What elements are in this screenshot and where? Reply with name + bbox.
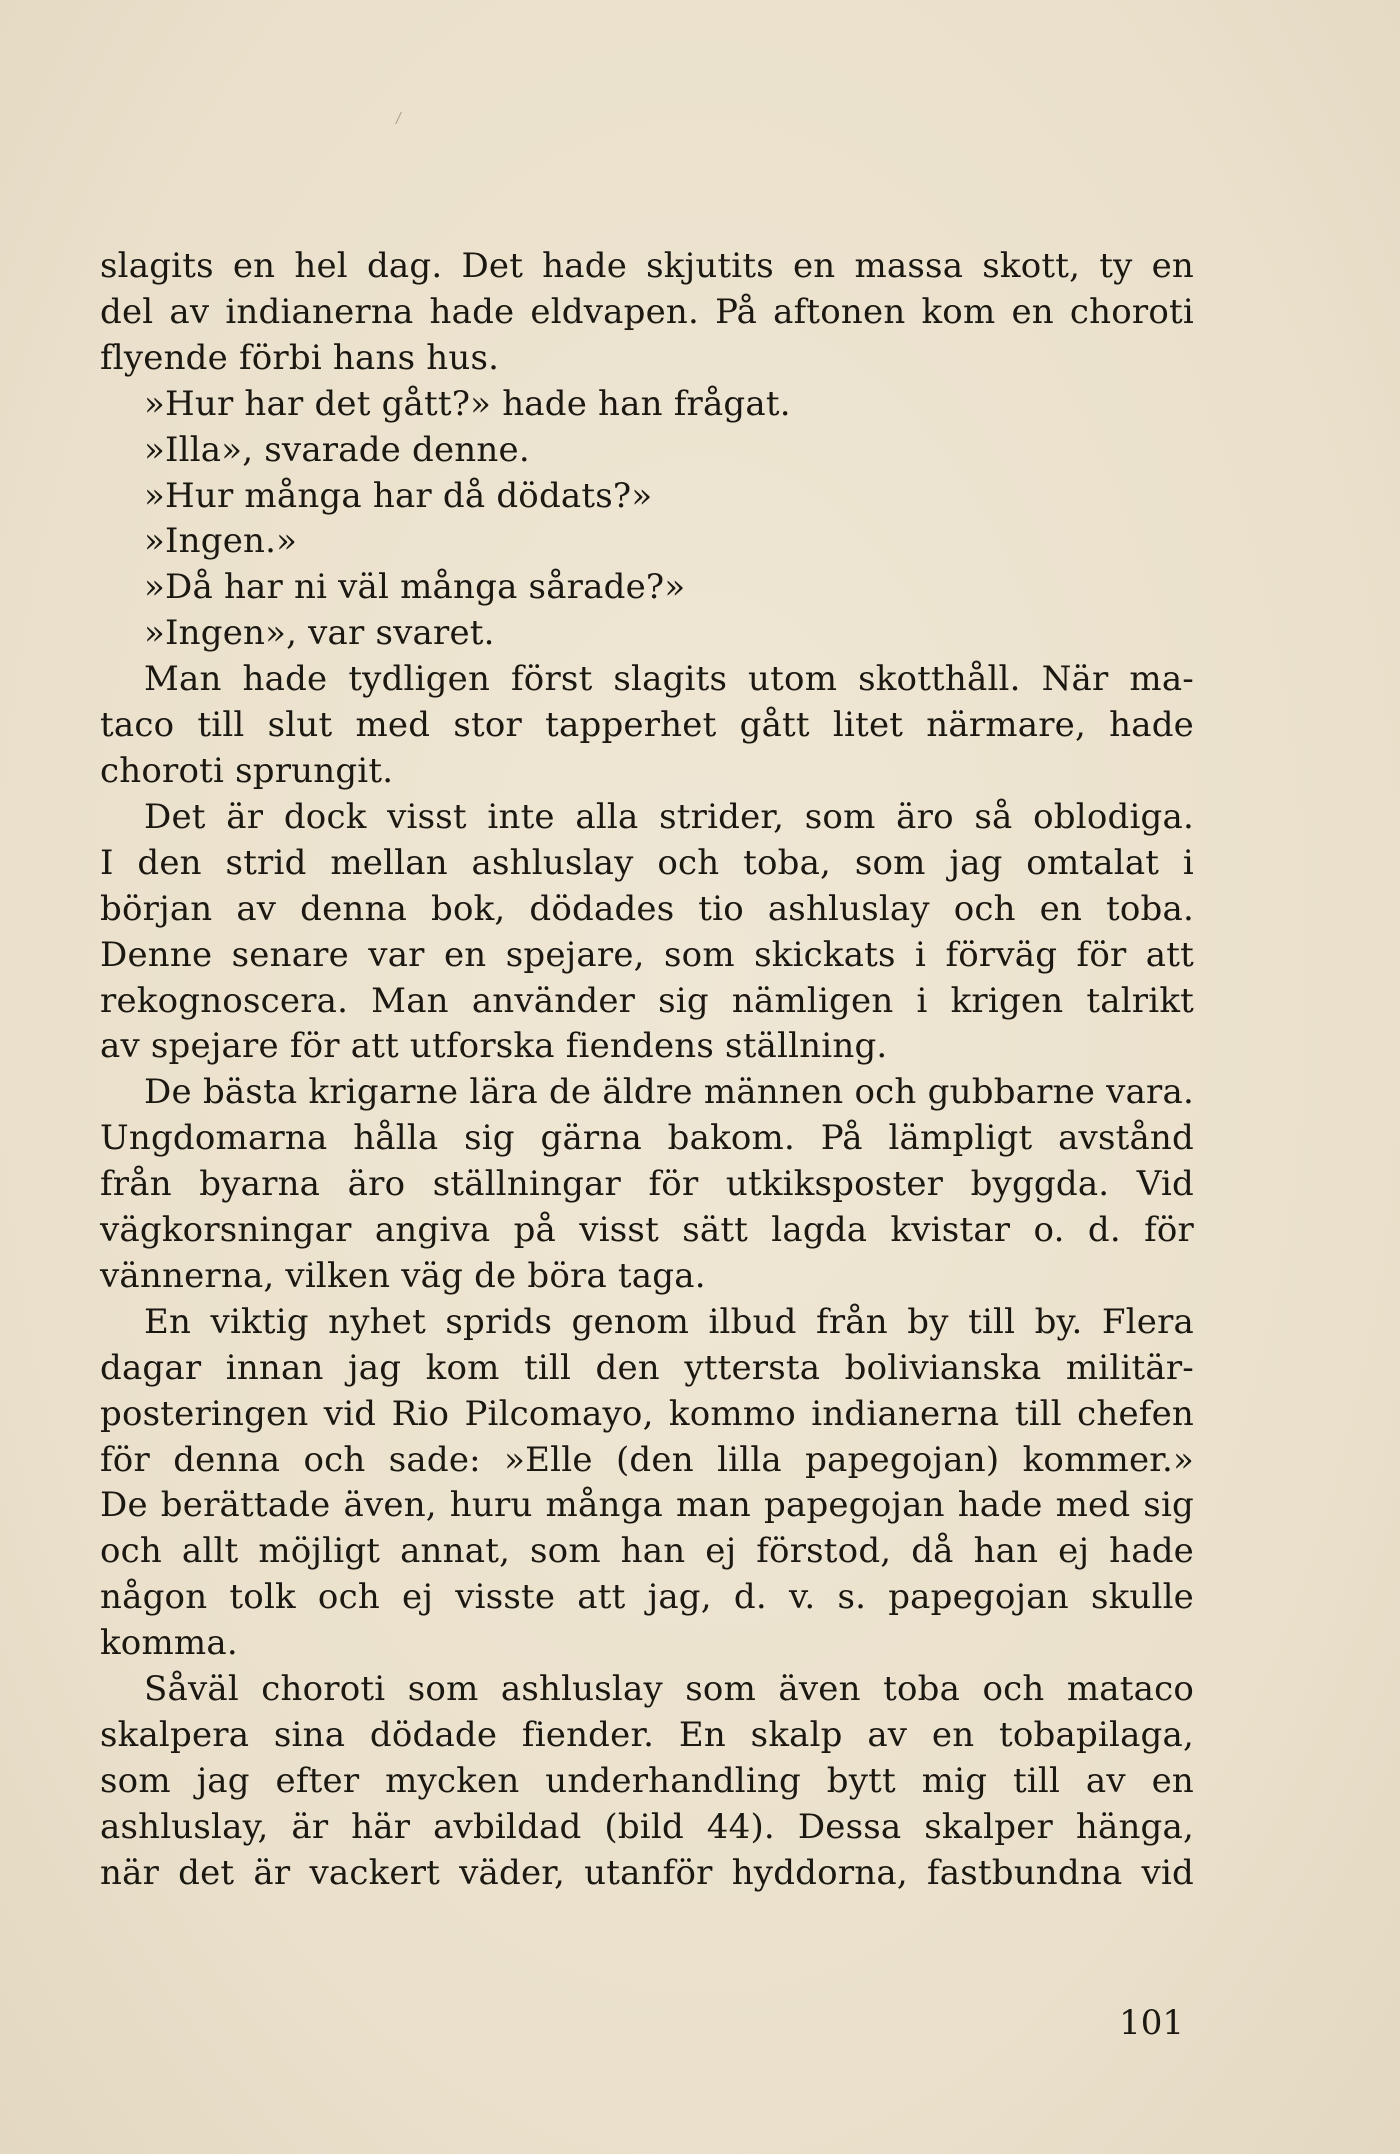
text-line: för denna och sade: »Elle (den lilla papegojan) kommer.» bbox=[100, 1439, 1194, 1480]
text-line: slagits en hel dag. Det hade skjutits en massa skott, ty en bbox=[100, 246, 1194, 286]
page-number: 101 bbox=[1119, 2003, 1184, 2043]
text-line: De bästa krigarne lära de äldre männen och gubbarne vara. bbox=[144, 1072, 1194, 1113]
text-line: Det är dock visst inte alla strider, som äro så oblodiga. bbox=[144, 796, 1194, 837]
text-line: »Då har ni väl många sårade?» bbox=[144, 567, 686, 608]
text-line: choroti sprungit. bbox=[100, 750, 394, 791]
text-line: början av denna bok, dödades tio ashluslay och en toba. bbox=[100, 888, 1194, 929]
text-line: De berättade även, huru många man papegojan hade med sig bbox=[100, 1485, 1194, 1526]
text-line: »Hur många har då dödats?» bbox=[144, 475, 653, 516]
text-line: ashluslay, är här avbildad (bild 44). Dessa skalper hänga, bbox=[100, 1806, 1194, 1847]
text-line: och allt möjligt annat, som han ej förstod, då han ej hade bbox=[100, 1531, 1194, 1572]
text-line: »Hur har det gått?» hade han frågat. bbox=[144, 383, 791, 424]
text-line: »Ingen», var svaret. bbox=[144, 613, 495, 654]
text-line: posteringen vid Rio Pilcomayo, kommo indianerna till chefen bbox=[100, 1393, 1194, 1434]
print-mark bbox=[395, 112, 408, 124]
body-text bbox=[100, 244, 1194, 1897]
text-line: I den strid mellan ashluslay och toba, som jag omtalat i bbox=[100, 842, 1194, 883]
text-line: Ungdomarna hålla sig gärna bakom. På lämpligt avstånd bbox=[100, 1118, 1194, 1159]
text-line: »Illa», svarade denne. bbox=[144, 429, 530, 470]
text-line: som jag efter mycken underhandling bytt mig till av en bbox=[100, 1760, 1194, 1801]
text-line: En viktig nyhet sprids genom ilbud från by till by. Flera bbox=[144, 1301, 1194, 1342]
text-line: från byarna äro ställningar för utkiksposter byggda. Vid bbox=[100, 1164, 1194, 1205]
text-line: vännerna, vilken väg de böra taga. bbox=[100, 1255, 706, 1296]
text-line: rekognoscera. Man använder sig nämligen i krigen talrikt bbox=[100, 980, 1194, 1021]
text-line: när det är vackert väder, utanför hyddorna, fastbundna vid bbox=[100, 1852, 1194, 1893]
text-line: någon tolk och ej visste att jag, d. v. s. papegojan skulle bbox=[100, 1577, 1194, 1618]
text-line: skalpera sina dödade fiender. En skalp av en tobapilaga, bbox=[100, 1715, 1194, 1755]
text-line: taco till slut med stor tapperhet gått litet närmare, hade bbox=[100, 705, 1194, 746]
text-line: Man hade tydligen först slagits utom skotthåll. När ma- bbox=[144, 659, 1194, 700]
text-line: komma. bbox=[100, 1623, 238, 1664]
text-line: Såväl choroti som ashluslay som även toba och mataco bbox=[144, 1669, 1194, 1710]
text-line: del av indianerna hade eldvapen. På aftonen kom en choroti bbox=[100, 291, 1194, 332]
text-line: »Ingen.» bbox=[144, 521, 298, 562]
text-line: flyende förbi hans hus. bbox=[100, 337, 500, 378]
text-line: av spejare för att utforska fiendens ställning. bbox=[100, 1026, 888, 1067]
text-line: Denne senare var en spejare, som skickats i förväg för att bbox=[100, 934, 1194, 975]
text-line: vägkorsningar angiva på visst sätt lagda kvistar o. d. för bbox=[100, 1210, 1194, 1251]
text-line: dagar innan jag kom till den yttersta bolivianska militär- bbox=[100, 1347, 1194, 1388]
